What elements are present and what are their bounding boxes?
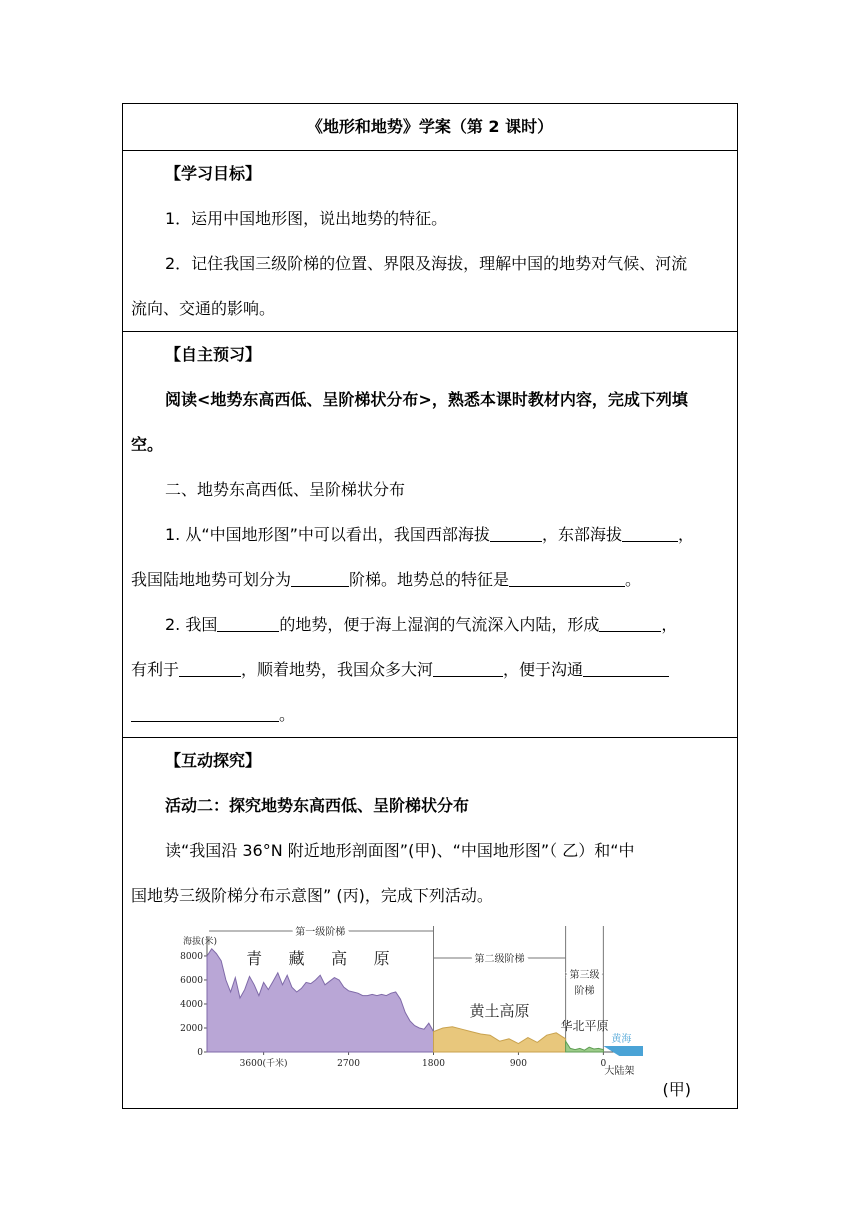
terrain-profile-chart: [131, 918, 729, 1108]
read-instruction: 读“我国沿 36°N 附近地形剖面图”(甲)、“中国地形图”（ 乙）和“中: [165, 841, 635, 860]
q1-text-e: 阶梯。地势总的特征是: [349, 570, 510, 589]
step-label-1: 第一级阶梯: [295, 927, 346, 938]
region-label-qingzang: 青: [246, 949, 263, 968]
answer-blank[interactable]: [583, 658, 669, 677]
answer-blank[interactable]: [291, 568, 349, 587]
x-tick-label: 2700: [337, 1059, 361, 1069]
q1-text-c: ，: [677, 525, 694, 544]
preview-heading: 【自主预习】: [165, 345, 262, 364]
region-label-sea: 黄海: [611, 1034, 632, 1045]
sea-area: [603, 1046, 643, 1056]
question-2-cont: [131, 647, 729, 692]
activity-title: 活动二：探究地势东高西低、呈阶梯状分布: [165, 796, 470, 815]
y-tick-label: 2000: [180, 1023, 203, 1034]
explore-section: [123, 737, 737, 1108]
answer-blank[interactable]: [622, 523, 678, 542]
y-tick-label: 6000: [180, 975, 203, 986]
y-axis-label: 海拔(米): [183, 937, 218, 947]
terrain-area-series: [433, 1027, 565, 1052]
preview-instruction: 阅读<地势东高西低、呈阶梯状分布>，熟悉本课时教材内容，完成下列填: [165, 390, 688, 409]
document: [122, 103, 738, 1109]
preview-section: [123, 331, 737, 737]
x-tick-label: 3600(千米): [239, 1059, 288, 1069]
x-tick-label: 900: [509, 1059, 528, 1069]
answer-blank[interactable]: [131, 703, 279, 722]
q2-text-c: ，: [661, 615, 678, 634]
y-tick-label: 8000: [180, 951, 203, 962]
page-title: 《地形和地势》学案（第 2 课时）: [306, 117, 554, 136]
read-instruction-cont: 国地势三级阶梯分布示意图” (丙)，完成下列活动。: [131, 886, 493, 905]
answer-blank[interactable]: [217, 613, 279, 632]
x-tick-label: 0: [600, 1059, 607, 1069]
terrain-area-series: [207, 949, 434, 1052]
q1-text-a: 1. 从“中国地形图”中可以看出，我国西部海拔: [165, 525, 490, 544]
question-1-cont: [131, 557, 729, 602]
question-2-cont2: [131, 692, 729, 737]
q2-text-e: ，顺着地势，我国众多大河: [241, 660, 434, 679]
region-label-huangtu: 黄土高原: [469, 1002, 530, 1020]
question-2: [131, 602, 729, 647]
y-tick-label: 4000: [180, 999, 203, 1010]
q2-text-b: 的地势，便于海上湿润的气流深入内陆，形成: [279, 615, 600, 634]
q2-text-f: ，便于沟通: [503, 660, 584, 679]
q2-text-g: 。: [279, 705, 296, 724]
q1-text-b: ，东部海拔: [541, 525, 622, 544]
q2-text-a: 2. 我国: [165, 615, 218, 634]
goal-item-2: 2．记住我国三级阶梯的位置、界限及海拔，理解中国的地势对气候、河流: [165, 254, 688, 273]
region-label-qingzang: 高: [331, 949, 348, 968]
region-label-qingzang: 藏: [288, 949, 305, 968]
question-1: [131, 512, 729, 557]
terrain-area-series: [566, 1041, 604, 1052]
region-label-qingzang: 原: [373, 949, 390, 968]
preview-section-title: 二、地势东高西低、呈阶梯状分布: [165, 480, 406, 499]
x-tick-label: 1800: [422, 1059, 445, 1069]
goal-item-1: 1．运用中国地形图，说出地势的特征。: [165, 209, 448, 228]
answer-blank[interactable]: [509, 568, 625, 587]
chart-areas: [207, 949, 643, 1056]
answer-blank[interactable]: [179, 658, 241, 677]
region-label-shelf: 大陆架: [604, 1066, 635, 1077]
explore-heading: 【互动探究】: [165, 751, 262, 770]
q2-text-d: 有利于: [131, 660, 180, 679]
step-label-3: 第三级: [569, 970, 600, 981]
goals-heading: 【学习目标】: [165, 164, 262, 183]
y-tick-label: 0: [197, 1048, 203, 1058]
goal-item-2-cont: 流向、交通的影响。: [131, 299, 276, 318]
step-label-3b: 阶梯: [574, 986, 595, 997]
answer-blank[interactable]: [599, 613, 661, 632]
step-label-2: 第二级阶梯: [474, 954, 525, 965]
figure-label: (甲): [662, 1080, 691, 1099]
q1-text-f: 。: [625, 570, 642, 589]
goals-section: [123, 150, 737, 331]
profile-figure: [131, 918, 729, 1108]
lesson-table: [122, 103, 738, 1109]
q1-text-d: 我国陆地地势可划分为: [131, 570, 292, 589]
preview-instruction-cont: 空。: [131, 435, 164, 454]
answer-blank[interactable]: [490, 523, 542, 542]
answer-blank[interactable]: [433, 658, 503, 677]
region-label-huabei: 华北平原: [560, 1019, 609, 1033]
